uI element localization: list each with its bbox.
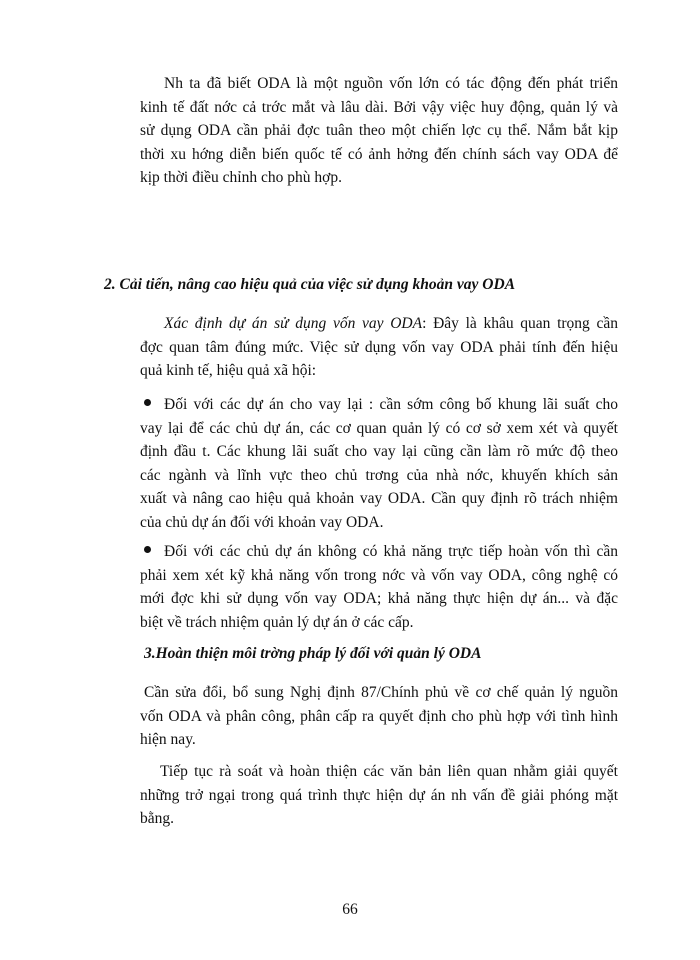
bullet-paragraph xyxy=(140,540,618,634)
text-line: kinh tế đất nớc cả trớc mắt và lâu dài. Bởi vậy việc huy động, quản lý và xyxy=(140,98,618,116)
section-3-heading: 3.Hoàn thiện môi trờng pháp lý đối với quản lý ODA xyxy=(144,645,482,662)
intro-paragraph xyxy=(140,72,618,190)
section-2-lead-paragraph xyxy=(140,312,618,383)
lead-italic-phrase: Xác định dự án sử dụng vốn vay ODA xyxy=(164,315,423,332)
text-line: phải xem xét kỹ khả năng vốn trong nớc và vốn vay ODA, công nghệ có xyxy=(140,566,618,584)
text-line: bằng. xyxy=(140,810,175,827)
page-number: 66 xyxy=(342,901,358,918)
text-line: Đối với các chủ dự án không có khả năng trực tiếp hoàn vốn thì cần xyxy=(164,543,618,560)
bullet-paragraph xyxy=(140,393,618,534)
text-line: của chủ dự án đối với khoản vay ODA. xyxy=(140,513,384,531)
section-3-paragraph-2 xyxy=(140,760,618,831)
text-line: Nh ta đã biết ODA là một nguồn vốn lớn có tác động đến phát triển xyxy=(164,75,618,92)
text-line: vốn ODA và phân công, phân cấp ra quyết định cho phù hợp với tình hình xyxy=(140,707,618,725)
text-line: hiện nay. xyxy=(140,731,196,748)
text-line: Tiếp tục rà soát và hoàn thiện các văn bản liên quan nhằm giải quyết xyxy=(160,763,618,780)
text-line: vay lại để các chủ dự án, các cơ quan quản lý có cơ sở xem xét và quyết xyxy=(140,419,618,437)
text-line: những trở ngại trong quá trình thực hiện dự án nh vấn đề giải phóng mặt xyxy=(140,786,618,804)
text-line: kịp thời điều chỉnh cho phù hợp. xyxy=(140,169,342,186)
text-line: biệt về trách nhiệm quản lý dự án ở các cấp. xyxy=(140,613,414,631)
text-line: xuất và nâng cao hiệu quả khoản vay ODA. Cần quy định rõ trách nhiệm xyxy=(140,490,618,507)
text-line xyxy=(140,312,618,336)
text-line: quả kinh tế, hiệu quả xã hội: xyxy=(140,362,317,379)
section-3-paragraph-1 xyxy=(140,681,618,752)
text-line: Cần sửa đổi, bổ sung Nghị định 87/Chính phủ về cơ chế quản lý nguồn xyxy=(144,684,618,701)
text-line: đợc quan tâm đúng mức. Việc sử dụng vốn vay ODA phải tính đến hiệu xyxy=(140,338,618,356)
text-line: các ngành và lĩnh vực theo chủ trơng của nhà nớc, khuyến khích sản xyxy=(140,466,618,484)
lead-rest: : Đây là khâu quan trọng cần xyxy=(422,315,618,332)
text-line: Đối với các dự án cho vay lại : cần sớm công bố khung lãi suất cho xyxy=(164,396,618,413)
text-line: mới đợc khi sử dụng vốn vay ODA; khả năng thực hiện dự án... và đặc xyxy=(140,590,618,607)
text-line: thời xu hớng diễn biến quốc tế có ảnh hởng đến chính sách vay ODA để xyxy=(140,145,618,163)
text-line: định đầu t. Các khung lãi suất cho vay lại cũng cần làm rõ mức độ theo xyxy=(140,443,618,460)
text-line: sử dụng ODA cần phải đợc tuân theo một chiến lợc cụ thể. Nắm bắt kịp xyxy=(140,122,618,139)
section-2-heading: 2. Cải tiến, nâng cao hiệu quả của việc sử dụng khoản vay ODA xyxy=(104,276,516,293)
